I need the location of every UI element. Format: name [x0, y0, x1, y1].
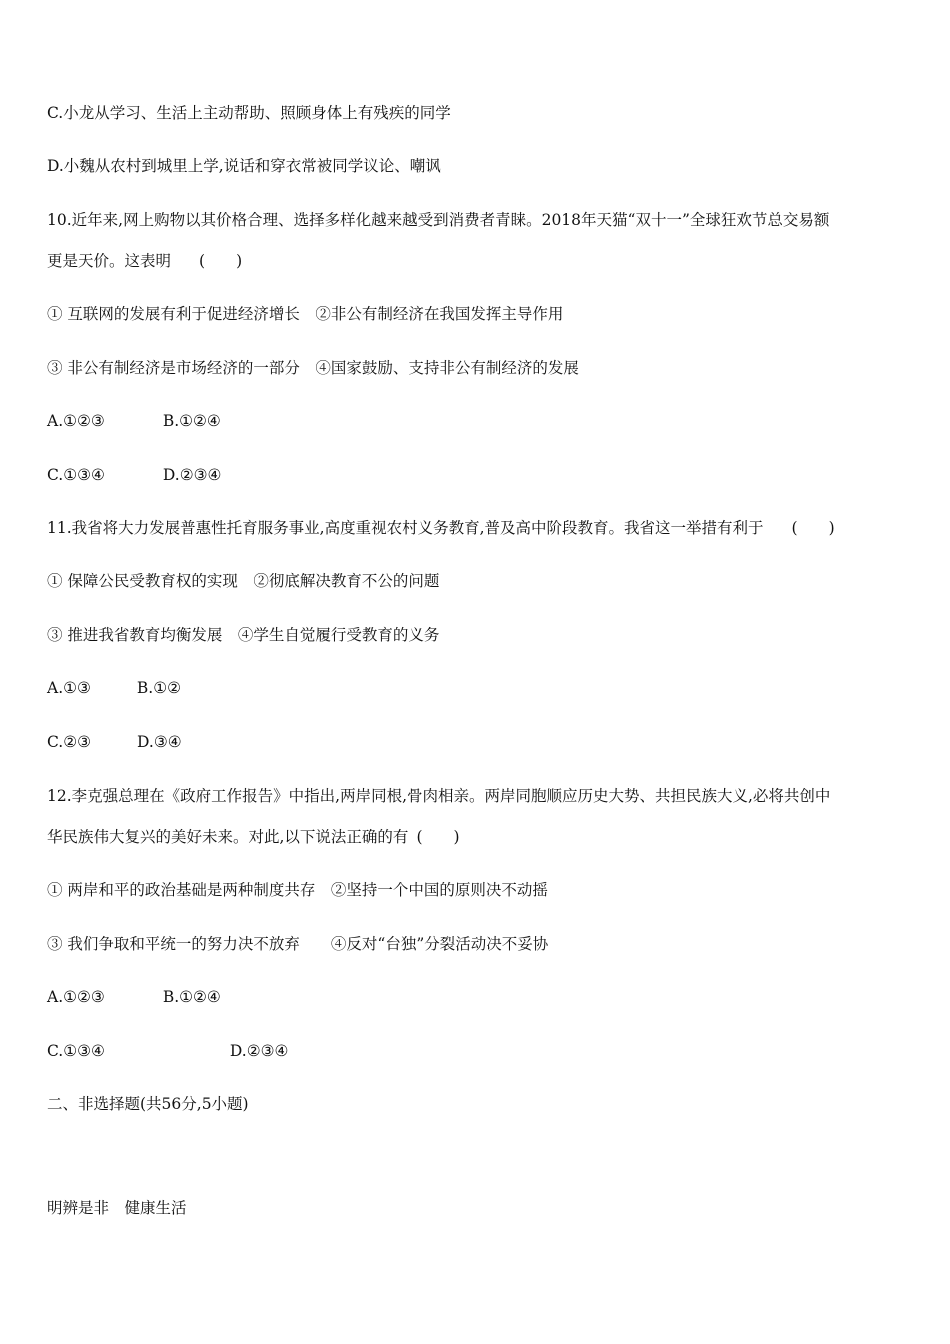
question-10-stem-line-1: 10.近年来,网上购物以其价格合理、选择多样化越来越受到消费者青睐。2018年天猫“双十一”全球狂欢节总交易额: [47, 211, 830, 229]
question-12-stem-text: 华民族伟大复兴的美好未来。对此,以下说法正确的有: [47, 828, 409, 846]
option-a: A.①②③: [47, 988, 105, 1006]
answer-blank: ( ): [791, 519, 835, 537]
question-11-stem-text: 11.我省将大力发展普惠性托育服务事业,高度重视农村义务教育,普及高中阶段教育。我省这一举措有利于: [47, 519, 764, 537]
question-12-stem-line-1: 12.李克强总理在《政府工作报告》中指出,两岸同根,骨肉相亲。两岸同胞顺应历史大势、共担民族大义,必将共创中: [47, 787, 831, 805]
question-12-options-cd: [47, 1041, 288, 1061]
option-a: A.①③: [47, 679, 91, 697]
question-12-stem-line-2: [47, 827, 460, 847]
question-12-options-ab: [47, 987, 221, 1007]
option-c: C.①③④: [47, 1042, 105, 1060]
option-a: A.①②③: [47, 412, 105, 430]
question-10-stem-line-2: [47, 251, 242, 271]
question-10-stem-text: 更是天价。这表明: [47, 252, 172, 270]
option-b: B.①②④: [162, 412, 221, 430]
answer-blank: ( ): [416, 828, 460, 846]
question-11-options-ab: [47, 678, 181, 698]
answer-blank: ( ): [199, 252, 243, 270]
option-b: B.①②④: [162, 988, 221, 1006]
question-12-statements-1: ① 两岸和平的政治基础是两种制度共存 ②坚持一个中国的原则决不动摇: [47, 881, 548, 899]
option-d: D.③④: [137, 733, 182, 751]
question-10-statements-1: ① 互联网的发展有利于促进经济增长 ②非公有制经济在我国发挥主导作用: [47, 305, 564, 323]
option-c: C.①③④: [47, 466, 105, 484]
option-d: D.②③④: [229, 1042, 289, 1060]
question-12-statements-2: ③ 我们争取和平统一的努力决不放弃 ④反对“台独”分裂活动决不妥协: [47, 935, 549, 953]
question-10-options-ab: [47, 411, 221, 431]
section-heading: 二、非选择题(共56分,5小题): [47, 1095, 249, 1113]
question-10-statements-2: ③ 非公有制经济是市场经济的一部分 ④国家鼓励、支持非公有制经济的发展: [47, 359, 579, 377]
topic-heading: 明辨是非 健康生活: [47, 1199, 187, 1217]
option-c: C.②③: [47, 733, 92, 751]
question-11-statements-2: ③ 推进我省教育均衡发展 ④学生自觉履行受教育的义务: [47, 626, 440, 644]
question-9-option-d: D.小魏从农村到城里上学,说话和穿衣常被同学议论、嘲讽: [47, 157, 441, 175]
question-9-option-c: C.小龙从学习、生活上主动帮助、照顾身体上有残疾的同学: [47, 104, 451, 122]
option-b: B.①②: [136, 679, 182, 697]
question-11-statements-1: ① 保障公民受教育权的实现 ②彻底解决教育不公的问题: [47, 572, 440, 590]
question-10-options-cd: [47, 465, 221, 485]
question-11-options-cd: [47, 732, 182, 752]
question-11-stem: [47, 518, 835, 538]
option-d: D.②③④: [162, 466, 222, 484]
